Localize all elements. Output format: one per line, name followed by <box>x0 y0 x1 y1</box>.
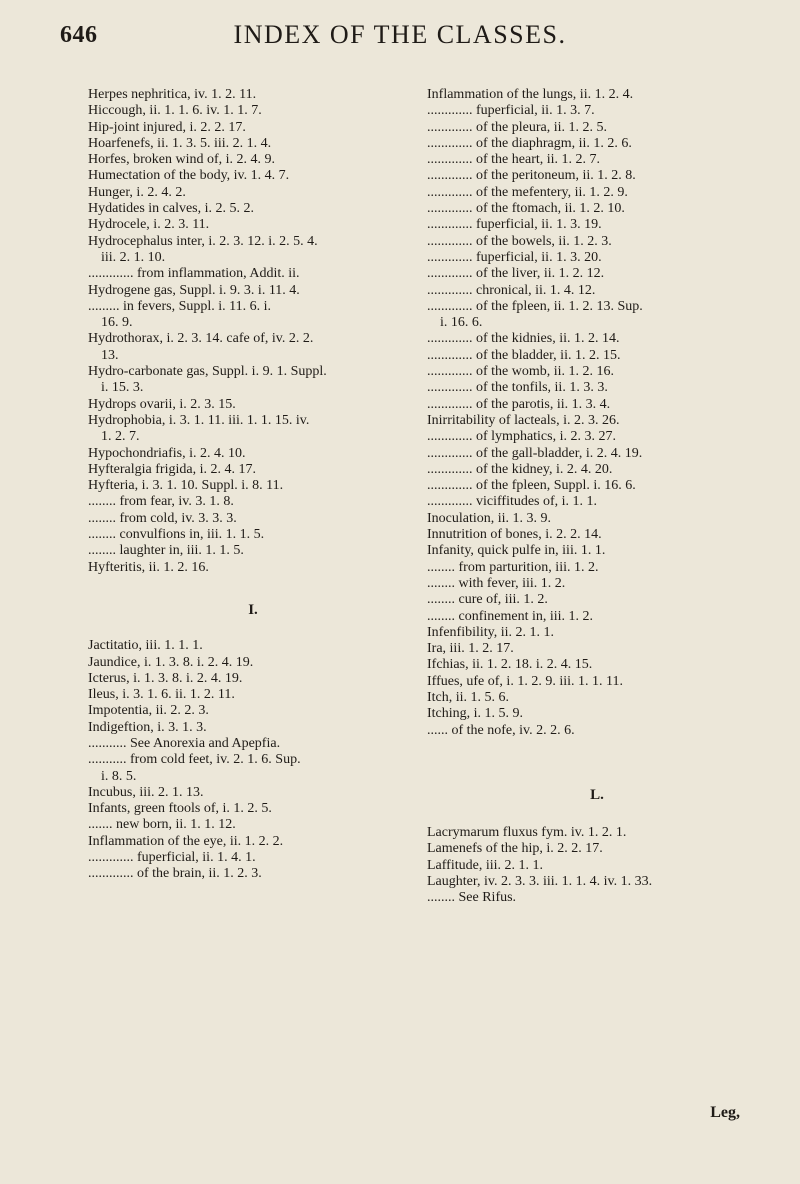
index-entry: ........... See Anorexia and Apepfia. <box>88 735 281 751</box>
index-entry: ............. of the diaphragm, ii. 1. 2. 6. <box>427 135 632 151</box>
index-entry: Hunger, i. 2. 4. 2. <box>88 184 186 200</box>
index-entry: Infanity, quick pulfe in, iii. 1. 1. <box>427 543 606 559</box>
index-entry: Jactitatio, iii. 1. 1. 1. <box>88 638 203 654</box>
index-entry: ........ laughter in, iii. 1. 1. 5. <box>88 543 244 559</box>
index-entry: 13. <box>101 347 119 363</box>
index-column-right <box>427 87 767 907</box>
index-entry: ............. of the mefentery, ii. 1. 2. 9. <box>427 184 628 200</box>
index-entry: ............. of the fpleen, ii. 1. 2. 13. Sup. <box>427 298 643 314</box>
index-entry: Hyfteria, i. 3. 1. 10. Suppl. i. 8. 11. <box>88 478 284 494</box>
index-entry: Inflammation of the eye, ii. 1. 2. 2. <box>88 833 284 849</box>
index-entry: ............. of the liver, ii. 1. 2. 12. <box>427 266 605 282</box>
index-entry: ............. of the fpleen, Suppl. i. 16. 6. <box>427 478 636 494</box>
index-entry: Innutrition of bones, i. 2. 2. 14. <box>427 527 602 543</box>
index-entry: Hydrops ovarii, i. 2. 3. 15. <box>88 396 236 412</box>
index-entry: ........ from cold, iv. 3. 3. 3. <box>88 510 237 526</box>
index-entry: ........ See Rifus. <box>427 890 517 906</box>
index-entry: ............. of the brain, ii. 1. 2. 3. <box>88 866 262 882</box>
index-entry: Hyfteritis, ii. 1. 2. 16. <box>88 559 209 575</box>
index-entry: Laughter, iv. 2. 3. 3. iii. 1. 1. 4. iv. 1. 33. <box>427 874 653 890</box>
index-entry: Inirritability of lacteals, i. 2. 3. 26. <box>427 412 620 428</box>
index-entry: ............. of the bowels, ii. 1. 2. 3. <box>427 233 612 249</box>
index-entry: Impotentia, ii. 2. 2. 3. <box>88 703 209 719</box>
index-entry: Ileus, i. 3. 1. 6. ii. 1. 2. 11. <box>88 687 235 703</box>
index-entry: ............. of the parotis, ii. 1. 3. 4. <box>427 396 611 412</box>
index-entry: Hydrocele, i. 2. 3. 11. <box>88 217 210 233</box>
index-column-left <box>88 87 418 883</box>
index-entry: ............. fuperficial, ii. 1. 3. 20. <box>427 249 602 265</box>
index-entry: ............. fuperficial, ii. 1. 3. 7. <box>427 103 595 119</box>
page-number: 646 <box>60 22 98 48</box>
index-entry: Lacrymarum fluxus fym. iv. 1. 2. 1. <box>427 825 627 841</box>
index-entry: Ifchias, ii. 1. 2. 18. i. 2. 4. 15. <box>427 657 593 673</box>
index-entry: Ira, iii. 1. 2. 17. <box>427 641 514 657</box>
index-entry: ............. of the tonfils, ii. 1. 3. 3. <box>427 380 608 396</box>
page-title: INDEX OF THE CLASSES. <box>233 20 567 49</box>
index-entry: ............. of the womb, ii. 1. 2. 16. <box>427 364 615 380</box>
index-entry: Hypochondriafis, i. 2. 4. 10. <box>88 445 246 461</box>
index-entry: Inflammation of the lungs, ii. 1. 2. 4. <box>427 87 634 102</box>
index-entry: Infenfibility, ii. 2. 1. 1. <box>427 624 555 640</box>
index-entry: Hydatides in calves, i. 2. 5. 2. <box>88 201 255 217</box>
index-entry: ........... from cold feet, iv. 2. 1. 6. Sup. <box>88 752 301 768</box>
index-entry: ............. of the peritoneum, ii. 1. 2. 8. <box>427 168 636 184</box>
index-entry: ............. of the ftomach, ii. 1. 2. 10. <box>427 201 625 217</box>
index-entry: Hiccough, ii. 1. 1. 6. iv. 1. 1. 7. <box>88 103 262 119</box>
index-entry: i. 15. 3. <box>101 380 144 396</box>
index-entry: ............. of the kidney, i. 2. 4. 20. <box>427 461 613 477</box>
index-entry: Hoarfenefs, ii. 1. 3. 5. iii. 2. 1. 4. <box>88 135 272 151</box>
index-entry: ......... in fevers, Suppl. i. 11. 6. i. <box>88 298 272 314</box>
index-entry: Hydrophobia, i. 3. 1. 11. iii. 1. 1. 15. iv. <box>88 412 310 428</box>
index-entry: Lamenefs of the hip, i. 2. 2. 17. <box>427 841 603 857</box>
index-entry: iii. 2. 1. 10. <box>101 249 166 265</box>
catchword: Leg, <box>710 1104 740 1121</box>
index-entry: Hip-joint injured, i. 2. 2. 17. <box>88 119 246 135</box>
index-entry: ............. fuperficial, ii. 1. 4. 1. <box>88 850 256 866</box>
index-entry: Herpes nephritica, iv. 1. 2. 11. <box>88 87 257 102</box>
index-entry: ............. chronical, ii. 1. 4. 12. <box>427 282 596 298</box>
index-entry: Hydro-carbonate gas, Suppl. i. 9. 1. Suppl. <box>88 364 327 380</box>
index-entry: ....... new born, ii. 1. 1. 12. <box>88 817 236 833</box>
index-entry: Hydrogene gas, Suppl. i. 9. 3. i. 11. 4. <box>88 282 300 298</box>
index-entry: i. 16. 6. <box>440 315 483 331</box>
index-entry: ........ with fever, iii. 1. 2. <box>427 575 566 591</box>
index-entry: ............. from inflammation, Addit. ii. <box>88 266 300 282</box>
index-entry: Icterus, i. 1. 3. 8. i. 2. 4. 19. <box>88 670 243 686</box>
index-entry: Itching, i. 1. 5. 9. <box>427 706 524 722</box>
index-entry: ............. of the gall-bladder, i. 2. 4. 19. <box>427 445 643 461</box>
index-entry: Laffitude, iii. 2. 1. 1. <box>427 857 543 873</box>
index-entry: ...... of the nofe, iv. 2. 2. 6. <box>427 722 575 738</box>
index-entry: Hyfteralgia frigida, i. 2. 4. 17. <box>88 461 256 477</box>
index-entry: Itch, ii. 1. 5. 6. <box>427 689 510 705</box>
section-letter: L. <box>590 786 604 803</box>
index-entry: Inoculation, ii. 1. 3. 9. <box>427 510 552 526</box>
index-entry: ............. of the heart, ii. 1. 2. 7. <box>427 152 601 168</box>
index-entry: Incubus, iii. 2. 1. 13. <box>88 784 204 800</box>
index-entry: 1. 2. 7. <box>101 429 140 445</box>
index-entry: Jaundice, i. 1. 3. 8. i. 2. 4. 19. <box>88 654 254 670</box>
index-entry: Hydrothorax, i. 2. 3. 14. cafe of, iv. 2. 2. <box>88 331 314 347</box>
index-entry: i. 8. 5. <box>101 768 137 784</box>
index-entry: Iffues, ufe of, i. 1. 2. 9. iii. 1. 1. 11. <box>427 673 623 689</box>
index-entry: ............. of the bladder, ii. 1. 2. 15. <box>427 347 621 363</box>
index-entry: Infants, green ftools of, i. 1. 2. 5. <box>88 801 272 817</box>
index-entry: ............. fuperficial, ii. 1. 3. 19. <box>427 217 602 233</box>
index-entry: Indigeftion, i. 3. 1. 3. <box>88 719 207 735</box>
index-entry: ............. of the pleura, ii. 1. 2. 5. <box>427 119 608 135</box>
index-entry: Humectation of the body, iv. 1. 4. 7. <box>88 168 290 184</box>
index-entry: ............. of the kidnies, ii. 1. 2. 14. <box>427 331 620 347</box>
index-entry: ........ confinement in, iii. 1. 2. <box>427 608 594 624</box>
index-entry: ............. of lymphatics, i. 2. 3. 27. <box>427 429 616 445</box>
index-entry: Horfes, broken wind of, i. 2. 4. 9. <box>88 152 276 168</box>
index-entry: 16. 9. <box>101 315 133 331</box>
index-entry: ........ from fear, iv. 3. 1. 8. <box>88 494 234 510</box>
index-entry: ........ from parturition, iii. 1. 2. <box>427 559 599 575</box>
index-entry: ............. viciffitudes of, i. 1. 1. <box>427 494 598 510</box>
index-entry: Hydrocephalus inter, i. 2. 3. 12. i. 2. 5. 4. <box>88 233 318 249</box>
index-entry: ........ cure of, iii. 1. 2. <box>427 592 548 608</box>
section-letter: I. <box>248 601 258 618</box>
index-entry: ........ convulfions in, iii. 1. 1. 5. <box>88 527 265 543</box>
